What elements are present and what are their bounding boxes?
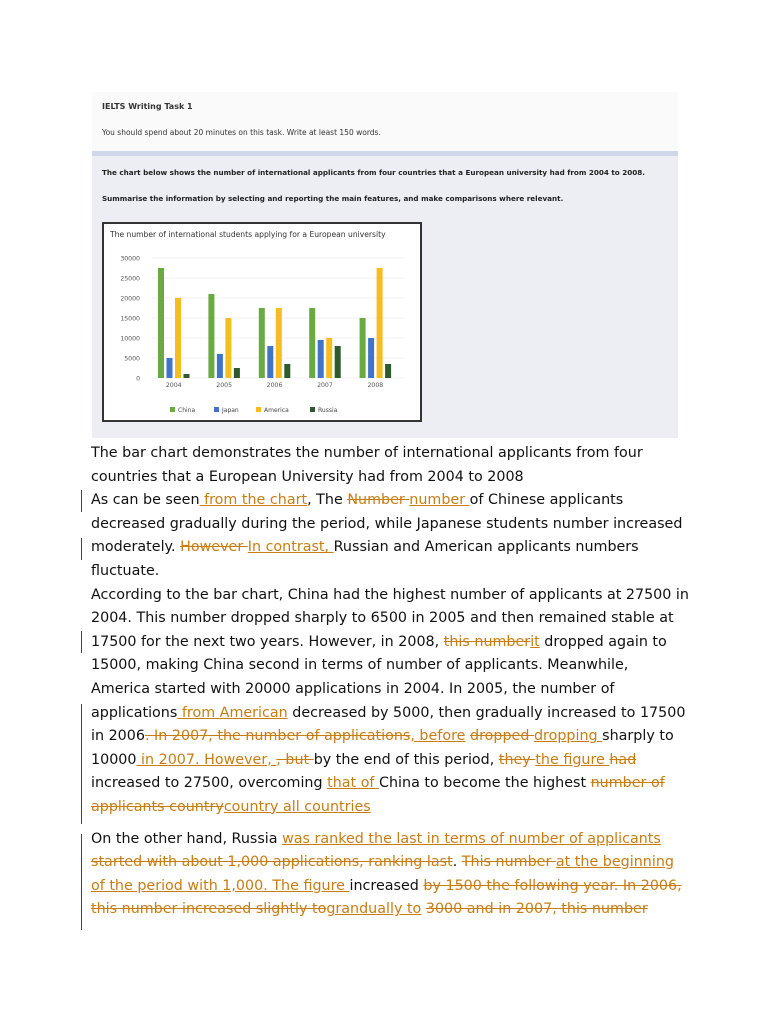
task-body xyxy=(92,156,678,438)
essay-paragraph xyxy=(91,828,691,922)
task-prompt: The chart below shows the number of international applicants from four countries that a European university had from 2004 to 2008. xyxy=(102,168,645,177)
bar-russia-2007 xyxy=(335,346,341,378)
deleted-text: Number xyxy=(347,492,410,509)
y-tick-label: 15000 xyxy=(120,315,140,323)
inserted-text: grandually to xyxy=(326,901,422,918)
essay-text-run: decreased by 5000, then gradually increased to 17500 in 2006 xyxy=(91,704,686,745)
x-tick-label: 2006 xyxy=(266,382,283,389)
y-tick-label: 5000 xyxy=(124,355,140,363)
y-tick-label: 20000 xyxy=(120,295,140,303)
deleted-text: started with about 1,000 applications, ranking last xyxy=(91,854,453,871)
deleted-text: 3000 and in 2007, this number xyxy=(425,901,648,918)
essay-text-run: dropped again to 15000, making China second in terms of number of applicants. Meanwhile, America started with 20000 applications in 2004. In 2005, the number of applications xyxy=(91,633,667,721)
inserted-text: number xyxy=(409,492,470,509)
bar-russia-2008 xyxy=(385,364,391,378)
essay-text-run: . xyxy=(452,854,462,871)
essay-text-run: On the other hand, Russia xyxy=(91,830,283,847)
change-bar xyxy=(81,490,82,512)
essay-text-run: Russian and American applicants numbers fluctuate. xyxy=(91,539,639,579)
bar-russia-2004 xyxy=(184,374,190,378)
deleted-text: However xyxy=(180,539,248,556)
x-tick-label: 2005 xyxy=(216,382,233,389)
bar-america-2004 xyxy=(175,298,181,378)
task-image xyxy=(92,92,678,438)
bar-america-2007 xyxy=(326,338,332,378)
y-tick-label: 30000 xyxy=(120,255,140,263)
inserted-text: it xyxy=(530,633,540,650)
inserted-text: country all countries xyxy=(223,798,371,815)
y-tick-label: 10000 xyxy=(120,335,140,343)
change-bar xyxy=(81,631,82,653)
y-tick-label: 0 xyxy=(136,375,140,383)
y-tick-label: 25000 xyxy=(120,275,140,283)
bar-chart xyxy=(102,222,422,422)
inserted-text: In contrast, xyxy=(247,539,334,556)
essay-text-run: According to the bar chart, China had the highest number of applicants at 27500 in 2004. This number dropped sharply to 6500 in 2005 and then remained stable at 17500 for the next two years. However, in 2008, xyxy=(91,586,689,650)
legend-label-russia: Russia xyxy=(318,407,338,414)
bar-chart-svg xyxy=(104,224,420,420)
legend-swatch-america xyxy=(256,407,261,412)
bar-japan-2005 xyxy=(217,354,223,378)
legend-label-china: China xyxy=(178,407,196,414)
bar-japan-2006 xyxy=(267,346,273,378)
legend-swatch-china xyxy=(170,407,175,412)
inserted-text: from the chart xyxy=(199,492,308,509)
inserted-text: dropping xyxy=(533,728,603,745)
bar-china-2006 xyxy=(259,308,265,378)
bar-china-2004 xyxy=(158,268,164,378)
essay-text-run: The bar chart demonstrates the number of international applicants from four countries that a European University had from 2004 to 2008 xyxy=(91,445,643,485)
inserted-text: from American xyxy=(177,704,288,721)
legend-swatch-japan xyxy=(214,407,219,412)
x-tick-label: 2008 xyxy=(367,382,384,389)
essay-text-run: increased xyxy=(349,877,424,894)
bar-china-2008 xyxy=(360,318,366,378)
change-bar xyxy=(81,704,82,824)
bar-america-2008 xyxy=(377,268,383,378)
change-bar xyxy=(81,538,82,560)
task-summary-instruction: Summarise the information by selecting and reporting the main features, and make comparisons where relevant. xyxy=(102,194,564,203)
deleted-text: they xyxy=(498,751,536,768)
inserted-text: , before xyxy=(410,728,466,745)
chart-title: The number of international students applying for a European university xyxy=(110,230,386,239)
essay-text xyxy=(91,442,691,922)
essay-text-run: by the end of this period, xyxy=(313,751,499,768)
inserted-text: in 2007. However, xyxy=(136,751,277,768)
inserted-text: that of xyxy=(327,775,380,792)
bar-china-2007 xyxy=(309,308,315,378)
bar-russia-2006 xyxy=(284,364,290,378)
change-bar xyxy=(81,834,82,930)
bar-japan-2007 xyxy=(318,340,324,378)
bar-japan-2004 xyxy=(167,358,173,378)
deleted-text: had xyxy=(609,751,637,768)
bar-america-2006 xyxy=(276,308,282,378)
bar-russia-2005 xyxy=(234,368,240,378)
essay-text-run: , The xyxy=(307,492,348,509)
deleted-text: this number xyxy=(443,633,531,650)
essay-text-run: China to become the highest xyxy=(379,775,591,792)
essay-paragraph xyxy=(91,442,691,820)
bar-japan-2008 xyxy=(368,338,374,378)
bar-america-2005 xyxy=(225,318,231,378)
bar-china-2005 xyxy=(208,294,214,378)
essay-text-run: of Chinese applicants decreased gradually during the period, while Japanese students number increased moderately. xyxy=(91,492,683,556)
inserted-text: was ranked the last in terms of number of applicants xyxy=(282,830,661,847)
deleted-text: This number xyxy=(461,854,556,871)
task-instruction: You should spend about 20 minutes on this task. Write at least 150 words. xyxy=(102,128,381,137)
deleted-text: . In 2007, the number of applications xyxy=(144,728,411,745)
essay-text-run: increased to 27500, overcoming xyxy=(91,775,328,792)
legend-label-japan: Japan xyxy=(222,407,239,414)
legend-swatch-russia xyxy=(310,407,315,412)
inserted-text: at the beginning of the period with 1,000. The figure xyxy=(91,854,674,894)
essay-text-run: As can be seen xyxy=(91,492,200,509)
essay-text-run: sharply to 10000 xyxy=(91,728,674,768)
inserted-text: the figure xyxy=(535,751,610,768)
deleted-text: , but xyxy=(276,751,314,768)
x-tick-label: 2004 xyxy=(165,382,182,389)
legend-label-america: America xyxy=(264,407,289,414)
deleted-text: dropped xyxy=(470,728,534,745)
deleted-text: number of applicants country xyxy=(91,775,665,815)
task-header xyxy=(92,92,678,151)
task-heading: IELTS Writing Task 1 xyxy=(102,102,193,111)
deleted-text: by 1500 the following year. In 2006, this number increased slightly to xyxy=(91,877,682,918)
x-tick-label: 2007 xyxy=(317,382,333,389)
